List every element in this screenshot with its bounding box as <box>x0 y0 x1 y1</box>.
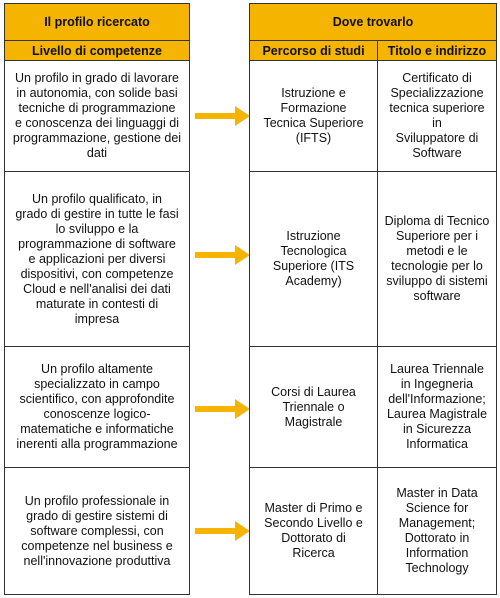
arrow-right-icon <box>195 397 251 421</box>
right-title: Dove trovarlo <box>249 3 497 41</box>
competence-row-2: Un profilo qualificato, in grado di gestire in tutte le fasi lo sviluppo e la programmazione di software e applicazioni per diversi dispositivi, con competenze Cloud e nell'analisi dei dati maturate in contesti di impresa <box>4 171 190 347</box>
arrow-right-icon <box>195 104 251 128</box>
col-header-titolo: Titolo e indirizzo <box>377 40 497 61</box>
arrow-right-icon <box>195 243 251 267</box>
percorso-row-1: Istruzione e Formazione Tecnica Superiore (IFTS) <box>249 60 378 172</box>
percorso-row-4: Master di Primo e Secondo Livello e Dottorato di Ricerca <box>249 467 378 595</box>
col-header-percorso: Percorso di studi <box>249 40 378 61</box>
titolo-row-2: Diploma di Tecnico Superiore per i metodi e le tecnologie per lo sviluppo di sistemi software <box>377 171 497 347</box>
left-subheader: Livello di competenze <box>4 40 190 61</box>
competence-row-1: Un profilo in grado di lavorare in autonomia, con solide basi tecniche di programmazione e conoscenza dei linguaggi di programmazione, gestione dei dati <box>4 60 190 172</box>
titolo-row-4: Master in Data Science for Management; Dottorato in Information Technology <box>377 467 497 595</box>
arrow-right-icon <box>195 519 251 543</box>
competence-row-3: Un profilo altamente specializzato in campo scientifico, con approfondite conoscenze logico- matematiche e informatiche inerenti alla programmazione <box>4 346 190 468</box>
left-title: Il profilo ricercato <box>4 3 190 41</box>
titolo-row-1: Certificato di Specializzazione tecnica superiore in Sviluppatore di Software <box>377 60 497 172</box>
competence-row-4: Un profilo professionale in grado di gestire sistemi di software complessi, con competenze nel business e nell'innovazione produttiva <box>4 467 190 595</box>
percorso-row-2: Istruzione Tecnologica Superiore (ITS Academy) <box>249 171 378 347</box>
percorso-row-3: Corsi di Laurea Triennale o Magistrale <box>249 346 378 468</box>
titolo-row-3: Laurea Triennale in Ingegneria dell'Informazione; Laurea Magistrale in Sicurezza Informatica <box>377 346 497 468</box>
